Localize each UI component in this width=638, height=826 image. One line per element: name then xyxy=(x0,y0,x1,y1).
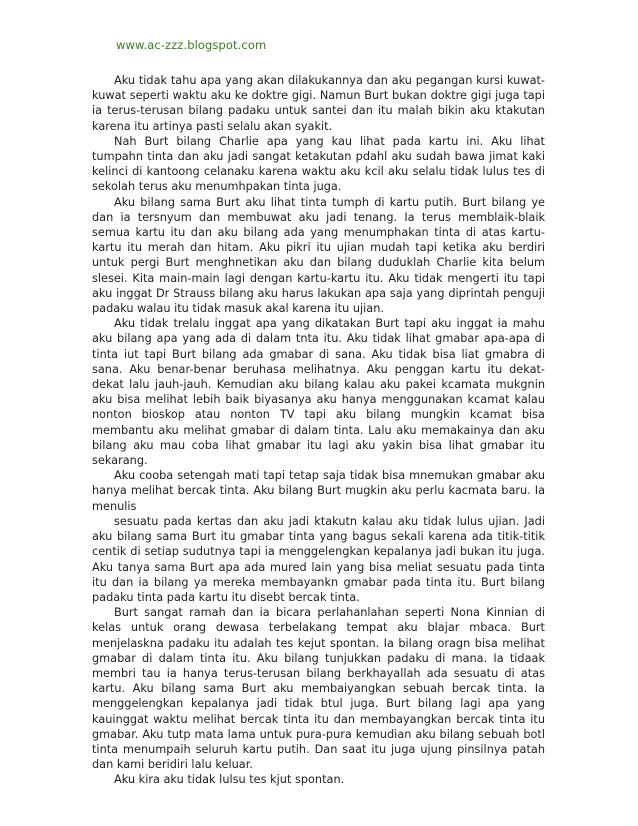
paragraph: Aku cooba setengah mati tapi tetap saja tidak bisa mnemukan gmabar aku hanya melihat bercak tinta. Aku bilang Burt mugkin aku perlu kacmata baru. Ia menulis xyxy=(92,469,545,513)
paragraph: Nah Burt bilang Charlie apa yang kau lihat pada kartu ini. Aku lihat tumpahn tinta dan aku jadi sangat ketakutan pdahl aku sudah bawa jimat kaki kelinci di kantoong celanaku karena waktu aku kcil aku selalu tidak lulus tes di sekolah terus aku menumhpakan tinta juga. xyxy=(92,134,545,194)
body-text xyxy=(92,73,545,788)
header-url[interactable]: www.ac-zzz.blogspot.com xyxy=(116,38,267,52)
paragraph: Aku tidak trelalu inggat apa yang dikatakan Burt tapi aku inggat ia mahu aku bilang apa yang ada di dalam tnta itu. Aku tidak lihat gmabar apa-apa di tinta iut tapi Burt bilang ada gmabar di sana. Aku tidak bisa liat gmabra di sana. Aku benar-benar beruhasa melihatnya. Aku penggan kartu itu dekat-dekat lalu jauh-jauh. Kemudian aku bilang kalau aku pakei kcamata mukgnin aku bisa melihat lebih baik biyasanya aku hanya menggunakan kcamat kalau nonton bioskop atau nonton TV tapi aku bilang mungkin kcamat bisa membantu aku melihat gmabar di dalam tinta. Lalu aku memakainya dan aku bilang aku mau coba lihat gmabar itu lagi aku yakin bisa lihat gmabar itu sekarang. xyxy=(92,317,545,468)
paragraph: Aku bilang sama Burt aku lihat tinta tumph di kartu putih. Burt bilang ye dan ia tersnyum dan membuwat aku jadi tenang. Ia terus memblaik-blaik semua kartu itu dan aku bilang ada yang menumphakan tinta di atas kartu-kartu itu merah dan hitam. Aku pikri itu ujian mudah tapi ketika aku berdiri untuk pergi Burt menghnetikan aku dan bilang duduklah Charlie kita belum slesei. Kita main-main lagi dengan kartu-kartu itu. Aku tidak mengerti itu tapi aku inggat Dr Strauss bilang aku harus lakukan apa saja yang diprintah penguji padaku walau itu tidak masuk akal karena itu ujian. xyxy=(92,195,545,316)
paragraph: Burt sangat ramah dan ia bicara perlahanlahan seperti Nona Kinnian di kelas untuk orang dewasa terbelakang tempat aku blajar mbaca. Burt menjelaskna padaku itu adalah tes kejut spontan. Ia bilang oragn bisa melihat gmabar di dalam tinta itu. Aku bilang tunjukkan padaku di mana. Ia tidaak membri tau ia hanya terus-terusan bilang berkhayallah ada sesuatu di atas kartu. Aku bilang sama Burt aku membaiyangkan sebuah bercak tinta. Ia menggelengkan kepalanya jadi tidak btul juga. Burt bilang lagi apa yang kauinggat waktu melihat bercak tinta itu dan membayangkan bercak tinta itu gmabar. Aku tutp mata lama untuk pura-pura kemudian aku bilang sebuah botl tinta menumpaih seluruh kartu putih. Dan saat itu juga ujung pinsilnya patah dan kami beridiri lalu keluar. xyxy=(92,606,545,772)
paragraph: sesuatu pada kertas dan aku jadi ktakutn kalau aku tidak lulus ujian. Jadi aku bilang sama Burt itu gmabar tinta yang bagus sekali karena ada titik-titik centik di setiap sudutnya tapi ia menggelengkan kepalanya jadi bukan itu juga. Aku tanya sama Burt apa ada mured lain yang bisa meliat sesuatu pada tinta itu dan ia bilang ya mereka membayankn gmabar pada tinta itu. Burt bilang padaku tinta pada kartu itu disebt bercak tinta. xyxy=(92,514,545,604)
paragraph: Aku kira aku tidak lulsu tes kjut spontan. xyxy=(114,773,345,787)
paragraph: Aku tidak tahu apa yang akan dilakukannya dan aku pegangan kursi kuwat-kuwat seperti waktu aku ke doktre gigi. Namun Burt bukan doktre gigi juga tapi ia terus-terusan bilang padaku untuk santei dan itu malah bikin aku ktakutan karena itu artinya pasti selalu akan syakit. xyxy=(92,74,545,133)
